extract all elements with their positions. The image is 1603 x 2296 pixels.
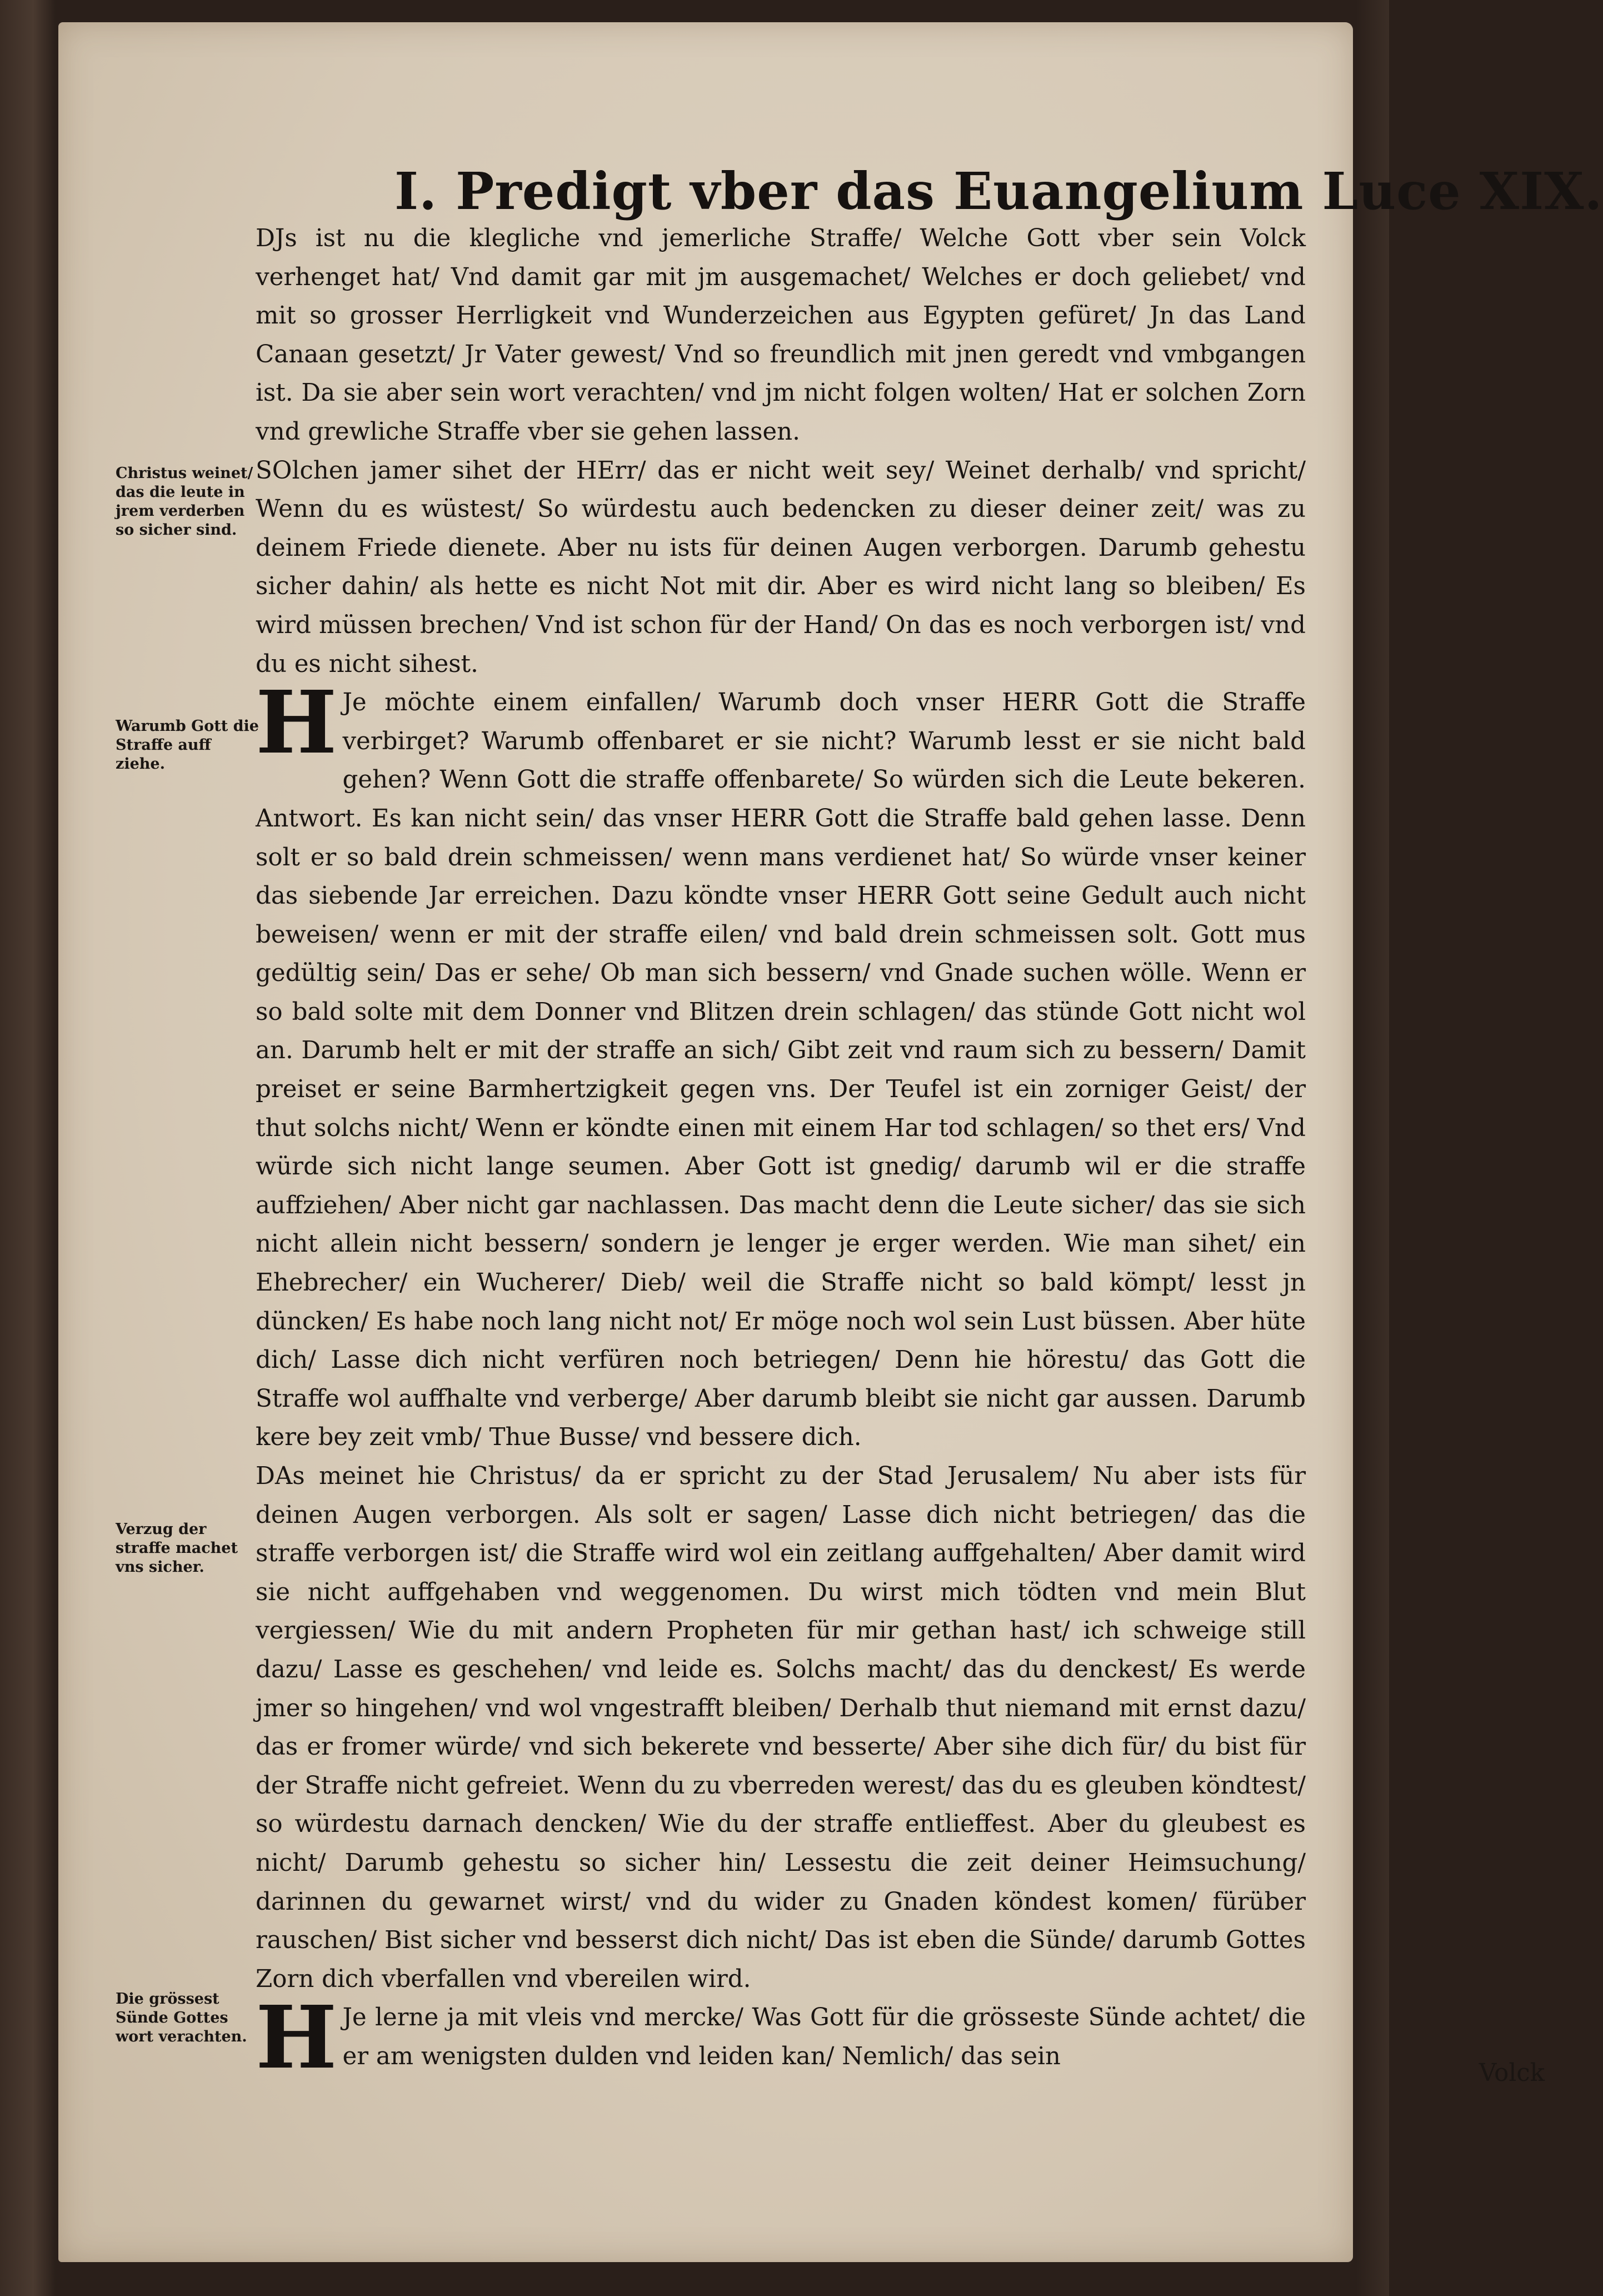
margin-note-3: Verzug der straffe machet vns sicher. [116,1521,238,1576]
catchword: Volck [1479,2059,1545,2087]
margin-note-1: Christus weinet/ das die leute in jrem verderben so sicher sind. [116,465,253,539]
paragraph-3: HJe möchte einem einfallen/ Warumb doch vnser HERR Gott die Straffe verbirget? Warumb offenbaret er sie nicht? Warumb lesst er sie nicht bald gehen? Wenn Gott die straffe offenbarete/ So würden sich die Leute bekeren. Antwort. Es kan nicht sein/ das vnser HERR Gott die Straffe bald gehen lasse. Denn solt er so bald drein schmeissen/ wenn mans verdienet hat/ So würde vnser keiner das siebende Jar erreichen. Dazu köndte vnser HERR Gott seine Gedult auch nicht beweisen/ wenn er mit der straffe eilen/ vnd bald drein schmeissen solt. Gott mus gedültig sein/ Das er sehe/ Ob man sich bessern/ vnd Gnade suchen wölle. Wenn er so bald solte mit dem Donner vnd Blitzen drein schlagen/ das stünde Gott nicht wol an. Darumb helt er mit der straffe an sich/ Gibt zeit vnd raum sich zu bessern/ Damit preiset er seine Barmhertzigkeit gegen vns. Der Teufel ist ein zorniger Geist/ der thut solchs nicht/ Wenn er köndte einen mit einem Har tod schlagen/ so thet ers/ Vnd würde sich nicht lange seumen. Aber Gott ist gnedig/ darumb wil er die straffe auffziehen/ Aber nicht gar nachlassen. Das macht denn die Leute sicher/ das sie sich nicht allein nicht bessern/ sondern je lenger je erger werden. Wie man sihet/ ein Ehebrecher/ ein Wucherer/ Dieb/ weil die Straffe nicht so bald kömpt/ lesst jn düncken/ Es habe noch lang nicht not/ Er möge noch wol sein Lust büssen. Aber hüte dich/ Lasse dich nicht verfüren noch betriegen/ Denn hie hörestu/ das Gott die Straffe wol auffhalte vnd verberge/ Aber darumb bleibt sie nicht gar aussen. Darumb kere bey zeit vmb/ Thue Busse/ vnd bessere dich. [256,671,1306,1452]
paragraph-1: DJs ist nu die klegliche vnd jemerliche Straffe/ Welche Gott vber sein Volck verhenget hat/ Vnd damit gar mit jm ausgemachet/ Welches er doch geliebet/ vnd mit so grosser Herrligkeit vnd Wunderzeichen aus Egypten gefüret/ Jn das Land Canaan gesetzt/ Jr Vater gewest/ Vnd so freundlich mit jnen geredt vnd vmbgangen ist. Da sie aber sein wort verachten/ vnd jm nicht folgen wolten/ Hat er solchen Zorn vnd grewliche Straffe vber sie gehen lassen. [256,225,1306,446]
paragraph-2: SOlchen jamer sihet der HErr/ das er nicht weit sey/ Weinet derhalb/ vnd spricht/ Wenn du es wüstest/ So würdestu auch bedencken zu dieser deiner zeit/ was zu deinem Friede dienete. Aber nu ists für deinen Augen verborgen. Darumb gehestu sicher dahin/ als hette es nicht Not mit dir. Aber es wird nicht lang so bleiben/ Es wird müssen brechen/ Vnd ist schon für der Hand/ On das es noch verborgen ist/ vnd du es nicht sihest. [256,456,1306,678]
paragraph-5: HJe lerne ja mit vleis vnd mercke/ Was Gott für die grösseste Sünde achtet/ die er am wenigsten dulden vnd leiden kan/ Nemlich/ das sein [256,1986,1306,2089]
margin-note-4: Die grössest Sünde Gottes wort verachten. [116,1990,247,2045]
margin-note-2: Warumb Gott die Straffe auff ziehe. [116,718,259,773]
paragraph-4: DAs meinet hie Christus/ da er spricht zu der Stad Jerusalem/ Nu aber ists für deinen Augen verborgen. Als solt er sagen/ Lasse dich nicht betriegen/ das die straffe verborgen ist/ die Straffe wird wol ein zeitlang auffgehalten/ Aber damit wird sie nicht auffgehaben vnd weggenomen. Du wirst mich tödten vnd mein Blut vergiessen/ Wie du mit andern Propheten für mir gethan hast/ ich schweige still dazu/ Lasse es geschehen/ vnd leide es. Solchs macht/ das du denckest/ Es werde jmer so hingehen/ vnd wol vngestrafft bleiben/ Derhalb thut niemand mit ernst dazu/ das er fromer würde/ vnd sich bekerete vnd besserte/ Aber sihe dich für/ du bist für der Straffe nicht gefreiet. Wenn du zu vberreden werest/ das du es gleuben köndtest/ so würdestu darnach dencken/ Wie du der straffe entlieffest. Aber du gleubest es nicht/ Darumb gehestu so sicher hin/ Lessestu die zeit deiner Heimsuchung/ darinnen du gewarnet wirst/ vnd du wider zu Gnaden köndest komen/ fürüber rauschen/ Bist sicher vnd besserst dich nicht/ Das ist eben die Sünde/ darumb Gottes Zorn dich vberfallen vnd vbereilen wird. [256,1462,1306,1993]
body-text [256,220,1306,2089]
page-title: I. Predigt vber das Euangelium Luce XIX. [394,161,1603,221]
